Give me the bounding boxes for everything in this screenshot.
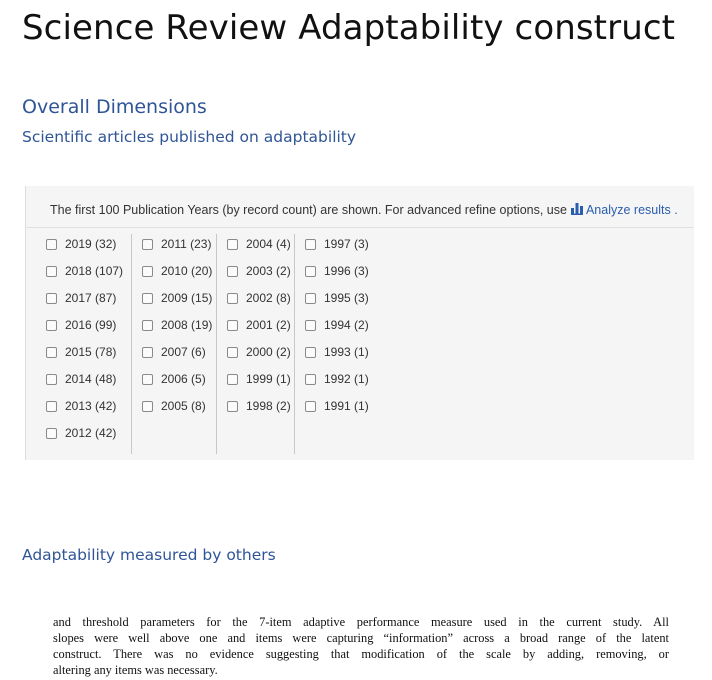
year-filter-checkbox[interactable] [46, 401, 57, 412]
year-filter-label: 1997 (3) [324, 237, 369, 251]
year-filter-item[interactable] [142, 369, 206, 389]
year-filter-item[interactable] [142, 342, 206, 362]
year-filter-checkbox[interactable] [142, 374, 153, 385]
year-column-1 [46, 234, 131, 454]
year-filter-label: 2016 (99) [65, 318, 117, 332]
section-subheading: Scientific articles published on adaptability [22, 128, 357, 146]
refine-panel-header [50, 203, 678, 217]
year-column-3 [216, 234, 295, 454]
year-filter-label: 1992 (1) [324, 372, 369, 386]
year-filter-label: 2018 (107) [65, 264, 124, 278]
year-filter-checkbox[interactable] [227, 347, 238, 358]
year-filter-checkbox[interactable] [227, 293, 238, 304]
year-filter-label: 1991 (1) [324, 399, 369, 413]
year-filter-item[interactable] [46, 342, 116, 362]
year-column-4 [294, 234, 395, 454]
year-filter-checkbox[interactable] [46, 374, 57, 385]
year-filter-label: 2008 (19) [161, 318, 213, 332]
year-filter-checkbox[interactable] [142, 239, 153, 250]
year-filter-label: 2009 (15) [161, 291, 213, 305]
year-filter-item[interactable] [46, 423, 116, 443]
year-filter-item[interactable] [46, 315, 116, 335]
year-filter-item[interactable] [46, 234, 116, 254]
year-filter-label: 2004 (4) [246, 237, 291, 251]
year-filter-item[interactable] [46, 288, 116, 308]
year-filter-label: 2005 (8) [161, 399, 206, 413]
year-filter-item[interactable] [305, 261, 369, 281]
year-filter-checkbox[interactable] [305, 320, 316, 331]
year-filter-checkbox[interactable] [142, 320, 153, 331]
publication-years-refine-panel [25, 186, 694, 460]
panel-divider [26, 227, 694, 228]
year-filter-checkbox[interactable] [227, 266, 238, 277]
year-filter-item[interactable] [227, 396, 291, 416]
year-filter-label: 2007 (6) [161, 345, 206, 359]
year-filter-item[interactable] [142, 315, 212, 335]
year-filter-item[interactable] [305, 396, 369, 416]
year-filter-checkbox[interactable] [46, 347, 57, 358]
year-filter-label: 2006 (5) [161, 372, 206, 386]
year-filter-label: 2003 (2) [246, 264, 291, 278]
year-filter-label: 1993 (1) [324, 345, 369, 359]
year-filter-label: 2019 (32) [65, 237, 117, 251]
year-filter-checkbox[interactable] [305, 293, 316, 304]
refine-panel-header-text: The first 100 Publication Years (by record count) are shown. For advanced refine options, use [50, 203, 567, 217]
year-filter-item[interactable] [227, 261, 291, 281]
year-column-2 [131, 234, 216, 454]
year-filter-checkbox[interactable] [46, 266, 57, 277]
year-filter-checkbox[interactable] [305, 239, 316, 250]
year-filter-checkbox[interactable] [227, 374, 238, 385]
year-filter-checkbox[interactable] [46, 293, 57, 304]
year-filter-label: 2002 (8) [246, 291, 291, 305]
article-excerpt [53, 614, 669, 678]
year-filter-checkbox[interactable] [227, 320, 238, 331]
year-filter-checkbox[interactable] [227, 239, 238, 250]
year-filter-label: 2012 (42) [65, 426, 117, 440]
section-heading-measured-by-others: Adaptability measured by others [22, 546, 276, 564]
year-filter-label: 1995 (3) [324, 291, 369, 305]
year-filter-item[interactable] [142, 396, 206, 416]
page-title: Science Review Adaptability construct [22, 8, 676, 48]
analyze-results-icon[interactable] [571, 203, 583, 215]
year-filter-checkbox[interactable] [46, 239, 57, 250]
year-filter-checkbox[interactable] [142, 266, 153, 277]
year-filter-checkbox[interactable] [305, 347, 316, 358]
year-filter-label: 1998 (2) [246, 399, 291, 413]
year-filter-item[interactable] [227, 342, 291, 362]
year-filter-label: 1994 (2) [324, 318, 369, 332]
year-filter-checkbox[interactable] [305, 401, 316, 412]
section-heading: Overall Dimensions [22, 96, 207, 118]
year-filter-checkbox[interactable] [142, 293, 153, 304]
excerpt-line: and threshold parameters for the 7-item adaptive performance measure used in the current study. All [53, 615, 669, 629]
year-filter-label: 2017 (87) [65, 291, 117, 305]
year-filter-label: 2001 (2) [246, 318, 291, 332]
year-filter-item[interactable] [142, 234, 211, 254]
year-filter-item[interactable] [227, 369, 291, 389]
year-filter-label: 1999 (1) [246, 372, 291, 386]
year-filter-label: 2000 (2) [246, 345, 291, 359]
year-filter-item[interactable] [46, 369, 116, 389]
analyze-results-link[interactable]: Analyze results . [585, 203, 678, 217]
year-filter-label: 2014 (48) [65, 372, 117, 386]
year-filter-item[interactable] [305, 342, 369, 362]
year-filter-label: 2013 (42) [65, 399, 117, 413]
year-filter-item[interactable] [227, 234, 291, 254]
year-filter-label: 2015 (78) [65, 345, 117, 359]
year-filter-checkbox[interactable] [46, 428, 57, 439]
year-filter-item[interactable] [227, 315, 291, 335]
year-filter-item[interactable] [305, 315, 369, 335]
year-filter-item[interactable] [305, 288, 369, 308]
year-filter-item[interactable] [305, 369, 369, 389]
year-filter-label: 2010 (20) [161, 264, 213, 278]
year-filter-checkbox[interactable] [305, 266, 316, 277]
year-filter-item[interactable] [46, 396, 116, 416]
year-filter-checkbox[interactable] [227, 401, 238, 412]
year-filter-item[interactable] [227, 288, 291, 308]
year-filter-checkbox[interactable] [142, 401, 153, 412]
excerpt-line: altering any items was necessary. [53, 663, 218, 677]
year-filter-checkbox[interactable] [46, 320, 57, 331]
year-filter-item[interactable] [305, 234, 369, 254]
year-filter-item[interactable] [142, 288, 212, 308]
year-filter-label: 2011 (23) [161, 237, 212, 251]
year-filter-item[interactable] [142, 261, 212, 281]
excerpt-line: slopes were well above one and items were capturing “information” across a broad range of the latent [53, 631, 669, 645]
year-filter-checkbox[interactable] [142, 347, 153, 358]
year-filter-checkbox[interactable] [305, 374, 316, 385]
excerpt-line: construct. There was no evidence suggesting that modification of the scale by adding, removing, or [53, 647, 669, 661]
year-filter-item[interactable] [46, 261, 123, 281]
year-filter-label: 1996 (3) [324, 264, 369, 278]
